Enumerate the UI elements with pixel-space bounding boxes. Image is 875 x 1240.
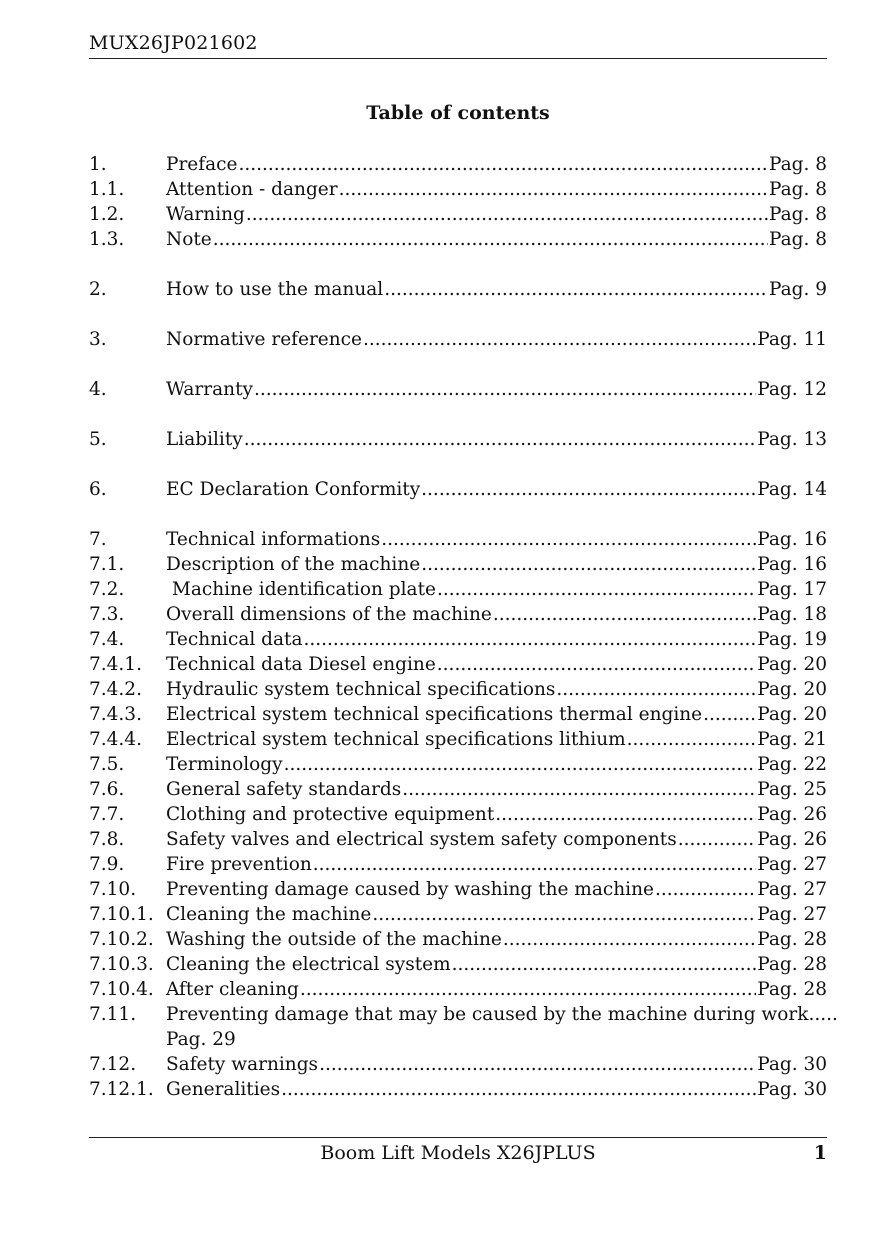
toc-entry-page: Pag. 9 <box>768 279 827 300</box>
toc-entry-number: 7.9. <box>89 854 125 875</box>
toc-entry[interactable] <box>89 652 827 677</box>
dot-leader <box>254 377 756 402</box>
toc-entry-number: 1.2. <box>89 204 125 225</box>
toc-entry-number: 7.8. <box>89 829 125 850</box>
toc-entry-title: Safety warnings <box>166 1054 319 1075</box>
toc-entry[interactable] <box>89 777 827 802</box>
toc-entry-page: Pag. 8 <box>768 204 827 225</box>
toc-entry-number: 7.10.1. <box>89 904 154 925</box>
toc-entry-number: 7.10.4. <box>89 979 154 1000</box>
toc-entry-title: Fire prevention <box>166 854 312 875</box>
dot-leader <box>678 827 756 852</box>
dot-leader <box>313 852 756 877</box>
toc-title: Table of contents <box>366 102 550 124</box>
dot-leader <box>381 527 756 552</box>
toc-entry-number: 7.10.3. <box>89 954 154 975</box>
dot-leader <box>284 752 757 777</box>
toc-entry-number: 7.10. <box>89 879 137 900</box>
dot-leader <box>281 1077 756 1102</box>
toc-entry-title: Warranty <box>166 379 253 400</box>
dot-leader <box>372 902 756 927</box>
toc-entry-page: Pag. 8 <box>768 154 827 175</box>
toc-entry-title: Note <box>166 229 212 250</box>
toc-entry-title: Machine identification plate <box>166 579 436 600</box>
toc-entry-title: Cleaning the electrical system <box>166 954 451 975</box>
dot-leader <box>303 627 756 652</box>
toc-entry-number: 7.4.4. <box>89 729 142 750</box>
footer-rule <box>89 1137 827 1138</box>
toc-entry-number: 1.1. <box>89 179 125 200</box>
toc-entry-page: Pag. 28 <box>757 954 827 975</box>
dot-leader <box>421 552 756 577</box>
toc-entry-title: Hydraulic system technical specifications <box>166 679 556 700</box>
toc-entry[interactable] <box>89 552 827 577</box>
page-number: 1 <box>813 1142 827 1164</box>
toc-entry-page: Pag. 25 <box>757 779 827 800</box>
toc-entry[interactable] <box>89 602 827 627</box>
dot-leader <box>627 727 757 752</box>
toc-entry-number: 7.10.2. <box>89 929 154 950</box>
toc-entry-number: 7.11. <box>89 1004 137 1025</box>
toc-entry-title: Safety valves and electrical system safety components <box>166 829 677 850</box>
toc-entry-title: Terminology <box>166 754 283 775</box>
toc-entry-number: 1.3. <box>89 229 125 250</box>
toc-entry-title: Clothing and protective equipment <box>166 804 495 825</box>
dot-leader <box>437 652 756 677</box>
dot-leader <box>452 952 757 977</box>
dot-leader <box>244 427 756 452</box>
dot-leader <box>495 802 756 827</box>
toc-entry-page: Pag. 29 <box>166 1029 236 1050</box>
toc-entry-title: EC Declaration Conformity <box>166 479 421 500</box>
toc-entry-number: 7.12.1. <box>89 1079 154 1100</box>
toc-entry-title: Washing the outside of the machine <box>166 929 502 950</box>
dot-leader <box>246 202 768 227</box>
dot-leader <box>319 1052 756 1077</box>
toc-entry-title: Technical informations <box>166 529 381 550</box>
toc-entry[interactable] <box>89 952 827 977</box>
toc-entry-title: Electrical system technical specifications thermal engine <box>166 704 703 725</box>
toc-entry[interactable] <box>89 152 827 177</box>
toc-entry-title: Overall dimensions of the machine <box>166 604 492 625</box>
toc-entry-page: Pag. 21 <box>757 729 827 750</box>
dot-leader <box>655 877 756 902</box>
toc-entry-number: 7.4.2. <box>89 679 142 700</box>
toc-entry[interactable] <box>89 727 827 752</box>
toc-entry[interactable] <box>89 1002 838 1052</box>
toc-entry-number: 7.4. <box>89 629 125 650</box>
toc-entry[interactable] <box>89 927 827 952</box>
toc-entry-title: Cleaning the machine <box>166 904 372 925</box>
toc-entry-number: 7.5. <box>89 754 125 775</box>
toc-entry-number: 5. <box>89 429 107 450</box>
toc-entry-page: Pag. 16 <box>757 529 827 550</box>
toc-entry[interactable] <box>89 477 827 502</box>
toc-entry-number: 7.4.3. <box>89 704 142 725</box>
dot-leader <box>703 702 756 727</box>
dot-leader <box>556 677 756 702</box>
toc-entry[interactable] <box>89 1077 827 1102</box>
toc-entry-page: Pag. 8 <box>768 179 827 200</box>
toc-entry-page: Pag. 20 <box>757 654 827 675</box>
toc-entry-number: 7. <box>89 529 107 550</box>
toc-entry-number: 7.12. <box>89 1054 137 1075</box>
toc-entry-title: Normative reference <box>166 329 362 350</box>
toc-entry[interactable] <box>89 702 827 727</box>
toc-entry-page: Pag. 18 <box>757 604 827 625</box>
toc-entry-number: 7.4.1. <box>89 654 142 675</box>
toc-entry-title: Description of the machine <box>166 554 421 575</box>
toc-entry-title: Preventing damage that may be caused by the machine during work..... <box>166 1004 838 1025</box>
toc-entry-number: 1. <box>89 154 107 175</box>
dot-leader <box>402 777 756 802</box>
toc-entry-page: Pag. 26 <box>757 804 827 825</box>
toc-entry-title: How to use the manual <box>166 279 384 300</box>
toc-entry-number: 7.6. <box>89 779 125 800</box>
toc-entry-page: Pag. 17 <box>757 579 827 600</box>
toc-entry-number: 7.1. <box>89 554 125 575</box>
dot-leader <box>437 577 756 602</box>
toc-entry-title: Electrical system technical specifications lithium <box>166 729 626 750</box>
toc-entry[interactable] <box>89 802 827 827</box>
toc-entry-page: Pag. 13 <box>757 429 827 450</box>
toc-entry-title: General safety standards <box>166 779 402 800</box>
toc-entry-page: Pag. 16 <box>757 554 827 575</box>
dot-leader <box>339 177 768 202</box>
toc-entry-page: Pag. 20 <box>757 679 827 700</box>
toc-entry[interactable] <box>89 427 827 452</box>
toc-entry-number: 7.2. <box>89 579 125 600</box>
toc-entry[interactable] <box>89 277 827 302</box>
toc-entry-page: Pag. 27 <box>757 904 827 925</box>
toc-entry[interactable] <box>89 627 827 652</box>
toc-entry[interactable] <box>89 827 827 852</box>
toc-entry-title: Generalities <box>166 1079 281 1100</box>
dot-leader <box>238 152 768 177</box>
toc-entry-number: 4. <box>89 379 107 400</box>
toc-entry-page: Pag. 28 <box>757 929 827 950</box>
toc-entry-title: After cleaning <box>166 979 299 1000</box>
toc-entry-page: Pag. 30 <box>757 1079 827 1100</box>
dot-leader <box>363 327 756 352</box>
toc-entry-title: Warning <box>166 204 245 225</box>
toc-entry-page: Pag. 27 <box>757 854 827 875</box>
toc-entry[interactable] <box>89 677 827 702</box>
toc-entry[interactable] <box>89 752 827 777</box>
toc-entry[interactable] <box>89 577 827 602</box>
toc-entry[interactable] <box>89 852 827 877</box>
dot-leader <box>300 977 756 1002</box>
toc-entry[interactable] <box>89 202 827 227</box>
toc-entry[interactable] <box>89 377 827 402</box>
toc-entry[interactable] <box>89 527 827 552</box>
toc-entry-page: Pag. 19 <box>757 629 827 650</box>
dot-leader <box>213 227 768 252</box>
toc-entry-number: 6. <box>89 479 107 500</box>
toc-entry-page: Pag. 30 <box>757 1054 827 1075</box>
toc-entry-page: Pag. 26 <box>757 829 827 850</box>
toc-entry-page: Pag. 28 <box>757 979 827 1000</box>
toc-entry-page: Pag. 8 <box>768 229 827 250</box>
toc-entry-title: Preface <box>166 154 238 175</box>
toc-entry-title: Attention - danger <box>166 179 338 200</box>
toc-entry-number: 3. <box>89 329 107 350</box>
toc-entry-title: Liability <box>166 429 243 450</box>
toc-entry[interactable] <box>89 1052 827 1077</box>
footer-title: Boom Lift Models X26JPLUS <box>320 1142 596 1164</box>
toc-entry-page: Pag. 22 <box>757 754 827 775</box>
toc-entry-page: Pag. 14 <box>757 479 827 500</box>
toc-entry[interactable] <box>89 977 827 1002</box>
toc-entry-number: 7.7. <box>89 804 125 825</box>
dot-leader <box>384 277 768 302</box>
dot-leader <box>493 602 756 627</box>
toc-entry-title: Technical data Diesel engine <box>166 654 436 675</box>
toc-entry-title: Preventing damage caused by washing the machine <box>166 879 654 900</box>
toc-entry[interactable] <box>89 177 827 202</box>
document-code: MUX26JP021602 <box>89 32 258 54</box>
dot-leader <box>503 927 756 952</box>
toc-entry[interactable] <box>89 902 827 927</box>
toc-entry-page: Pag. 27 <box>757 879 827 900</box>
table-of-contents <box>89 152 838 1102</box>
toc-entry-page: Pag. 11 <box>757 329 827 350</box>
dot-leader <box>421 477 756 502</box>
toc-entry-page: Pag. 20 <box>757 704 827 725</box>
toc-entry-number: 7.3. <box>89 604 125 625</box>
toc-entry[interactable] <box>89 327 827 352</box>
toc-entry-title: Technical data <box>166 629 303 650</box>
header-rule <box>89 58 827 59</box>
toc-entry[interactable] <box>89 877 827 902</box>
toc-entry-number: 2. <box>89 279 107 300</box>
toc-entry-page: Pag. 12 <box>757 379 827 400</box>
toc-entry[interactable] <box>89 227 827 252</box>
